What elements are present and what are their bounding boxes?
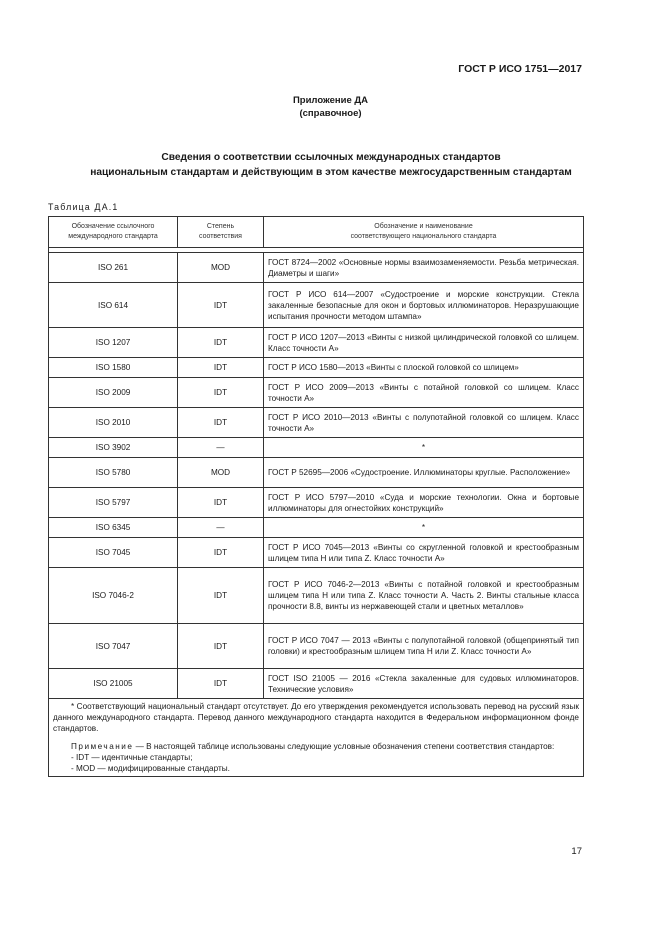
cell-standard: ISO 21005 bbox=[49, 669, 178, 699]
table-caption: Таблица ДА.1 bbox=[48, 202, 119, 212]
cell-standard: ISO 1580 bbox=[49, 358, 178, 378]
cell-degree: IDT bbox=[178, 624, 264, 669]
table-row bbox=[49, 283, 584, 328]
cell-degree: MOD bbox=[178, 253, 264, 283]
cell-degree: IDT bbox=[178, 408, 264, 438]
header-national-standard bbox=[264, 217, 584, 248]
cell-standard: ISO 2009 bbox=[49, 378, 178, 408]
cell-standard: ISO 614 bbox=[49, 283, 178, 328]
annex-heading bbox=[0, 94, 661, 120]
table-row bbox=[49, 488, 584, 518]
table-row bbox=[49, 378, 584, 408]
cell-degree: MOD bbox=[178, 458, 264, 488]
table-row bbox=[49, 358, 584, 378]
note-item-mod: - MOD — модифицированные стандарты. bbox=[71, 764, 230, 773]
table-row bbox=[49, 328, 584, 358]
cell-national: ГОСТ Р ИСО 7045—2013 «Винты со скругленной головкой и крестообразным шлицем типа Н или типа Z. Класс точности А» bbox=[264, 538, 584, 568]
annex-title: Приложение ДА bbox=[292, 95, 369, 106]
header-international-standard bbox=[49, 217, 178, 248]
cell-national: * bbox=[264, 518, 584, 538]
table-notes bbox=[49, 699, 584, 777]
title-line-2: национальным стандартам и действующим в этом качестве межгосударственным стандартам bbox=[90, 167, 572, 178]
cell-national: ГОСТ Р 52695—2006 «Судостроение. Иллюминаторы круглые. Расположение» bbox=[264, 458, 584, 488]
footnote: * Соответствующий национальный стандарт отсутствует. До его утверждения рекомендуется использовать перевод на русский язык данного международного стандарта. Перевод данного международного стандарта находится в Федеральном информационном фонде стандартов. bbox=[53, 702, 579, 733]
table-row bbox=[49, 253, 584, 283]
cell-degree: IDT bbox=[178, 568, 264, 624]
cell-degree: — bbox=[178, 438, 264, 458]
table-title bbox=[40, 150, 622, 180]
note bbox=[53, 741, 579, 752]
cell-national: ГОСТ 8724—2002 «Основные нормы взаимозаменяемости. Резьба метрическая. Диаметры и шаги» bbox=[264, 253, 584, 283]
cell-national: ГОСТ Р ИСО 2010—2013 «Винты с полупотайной головкой со шлицем. Класс точности А» bbox=[264, 408, 584, 438]
cell-national: ГОСТ Р ИСО 7047 — 2013 «Винты с полупотайной головкой (общепринятый тип головки) и крестообразным шлицем типа Н или Z. Класс точности А» bbox=[264, 624, 584, 669]
cell-national: ГОСТ Р ИСО 5797—2010 «Суда и морские технологии. Окна и бортовые иллюминаторы для огнестойких конструкций» bbox=[264, 488, 584, 518]
document-code: ГОСТ Р ИСО 1751—2017 bbox=[458, 63, 582, 75]
cell-degree: IDT bbox=[178, 358, 264, 378]
note-text: — В настоящей таблице использованы следующие условные обозначения степени соответствия стандартов: bbox=[133, 742, 555, 751]
header-degree bbox=[178, 217, 264, 248]
cell-national: ГОСТ Р ИСО 7046-2—2013 «Винты с потайной головкой и крестообразным шлицем типа Н или типа Z. Класс точности А. Часть 2. Винты стальные класса прочности 8.8, винты из нержавеющей стали и цветных металлов» bbox=[264, 568, 584, 624]
table-row bbox=[49, 438, 584, 458]
header-col3-line2: соответствующего национального стандарта bbox=[350, 233, 497, 240]
header-col1-line2: международного стандарта bbox=[68, 233, 158, 240]
table-row bbox=[49, 624, 584, 669]
table-row bbox=[49, 669, 584, 699]
cell-standard: ISO 261 bbox=[49, 253, 178, 283]
cell-degree: IDT bbox=[178, 328, 264, 358]
cell-standard: ISO 2010 bbox=[49, 408, 178, 438]
cell-degree: IDT bbox=[178, 669, 264, 699]
cell-degree: IDT bbox=[178, 488, 264, 518]
header-col1-line1: Обозначение ссылочного bbox=[71, 223, 155, 230]
cell-standard: ISO 1207 bbox=[49, 328, 178, 358]
cell-degree: — bbox=[178, 518, 264, 538]
table-notes-row bbox=[49, 699, 584, 777]
page-number: 17 bbox=[571, 846, 582, 857]
cell-standard: ISO 7045 bbox=[49, 538, 178, 568]
cell-national: ГОСТ Р ИСО 1207—2013 «Винты с низкой цилиндрической головкой со шлицем. Класс точности А» bbox=[264, 328, 584, 358]
cell-national: ГОСТ Р ИСО 1580—2013 «Винты с плоской головкой со шлицем» bbox=[264, 358, 584, 378]
cell-standard: ISO 5780 bbox=[49, 458, 178, 488]
annex-subtitle: (справочное) bbox=[299, 108, 362, 119]
standards-table bbox=[48, 216, 584, 777]
cell-national: ГОСТ Р ИСО 2009—2013 «Винты с потайной головкой со шлицем. Класс точности А» bbox=[264, 378, 584, 408]
cell-national: ГОСТ Р ИСО 614—2007 «Судостроение и морские конструкции. Стекла закаленные безопасные для окон и бортовых иллюминаторов. Неразрушающие испытания прочности методом штампа» bbox=[264, 283, 584, 328]
note-item-idt: - IDT — идентичные стандарты; bbox=[71, 753, 193, 762]
table-row bbox=[49, 408, 584, 438]
table-header-row bbox=[49, 217, 584, 248]
table-row bbox=[49, 518, 584, 538]
cell-degree: IDT bbox=[178, 283, 264, 328]
note-label: Примечание bbox=[71, 742, 134, 751]
title-line-1: Сведения о соответствии ссылочных международных стандартов bbox=[161, 152, 501, 163]
header-col2-line2: соответствия bbox=[199, 233, 242, 240]
cell-national: * bbox=[264, 438, 584, 458]
cell-standard: ISO 7047 bbox=[49, 624, 178, 669]
cell-degree: IDT bbox=[178, 538, 264, 568]
cell-standard: ISO 6345 bbox=[49, 518, 178, 538]
header-col2-line1: Степень bbox=[206, 223, 235, 230]
cell-national: ГОСТ ISO 21005 — 2016 «Стекла закаленные для судовых иллюминаторов. Технические условия» bbox=[264, 669, 584, 699]
table-row bbox=[49, 538, 584, 568]
cell-degree: IDT bbox=[178, 378, 264, 408]
header-col3-line1: Обозначение и наименование bbox=[374, 223, 473, 230]
cell-standard: ISO 7046-2 bbox=[49, 568, 178, 624]
cell-standard: ISO 5797 bbox=[49, 488, 178, 518]
table-row bbox=[49, 458, 584, 488]
cell-standard: ISO 3902 bbox=[49, 438, 178, 458]
table-row bbox=[49, 568, 584, 624]
